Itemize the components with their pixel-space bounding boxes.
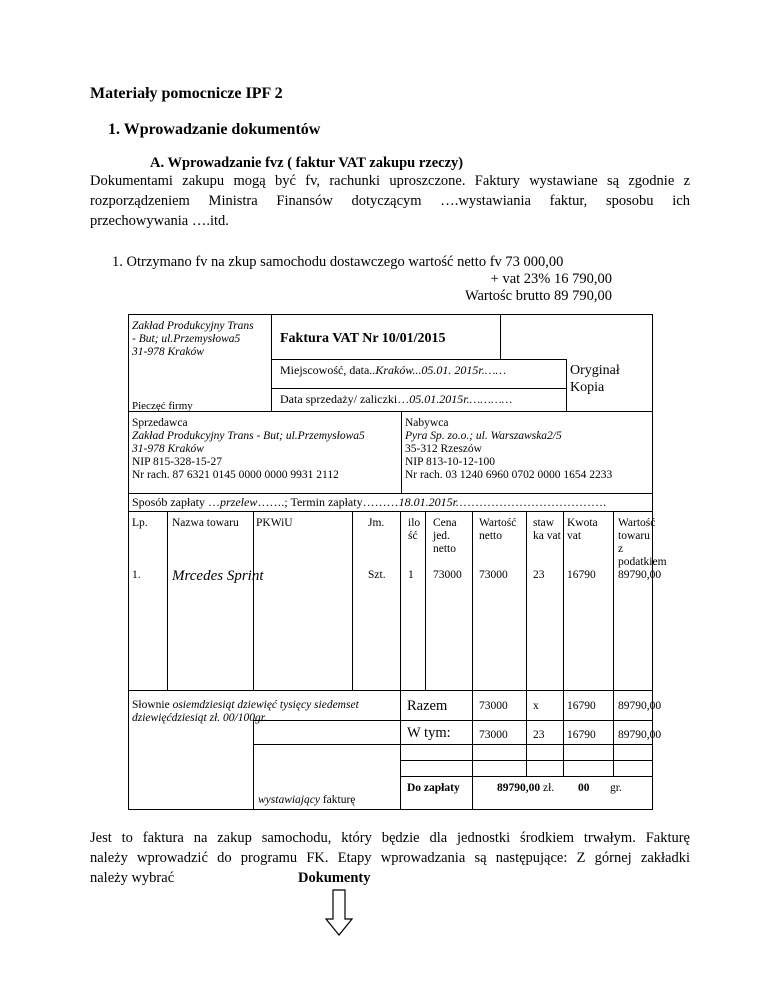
- seller-line: Zakład Produkcyjny Trans - But; ul.Przemysłowa5: [132, 430, 365, 442]
- razem-rate: x: [533, 700, 539, 712]
- original-copy: [570, 362, 620, 396]
- header-unit: Jm.: [368, 517, 385, 529]
- buyer-line: Pyra Sp. zo.o.; ul. Warszawska2/5: [405, 430, 562, 442]
- row-net: 73000: [479, 569, 508, 581]
- vat-line: + vat 23% 16 790,00: [490, 271, 612, 287]
- header-pkwiu: PKWiU: [256, 517, 293, 529]
- sale-date-label: Data sprzedaży/ zaliczki…: [280, 392, 410, 406]
- outro-paragraph: [90, 828, 690, 868]
- due-gr: gr.: [610, 782, 622, 794]
- words-label: Słownie: [132, 699, 170, 711]
- issuer-block: [132, 320, 254, 359]
- place-date-value: Kraków...05.01. 2015r.……: [375, 363, 507, 377]
- header-lp: Lp.: [132, 517, 148, 529]
- seller-account: Nr rach. 87 6321 0145 0000 0000 9931 2112: [132, 469, 339, 481]
- due-amount: 89790,00: [497, 782, 541, 794]
- razem-gross: 89790,00: [618, 700, 662, 712]
- issuer-line: 31-978 Kraków: [132, 346, 204, 358]
- page-title: Materiały pomocnicze IPF 2: [90, 85, 283, 102]
- payment-mid: …….; Termin zapłaty………: [257, 495, 399, 509]
- arrow-down-icon: [325, 889, 353, 937]
- payment-tail: ……………………………….: [458, 495, 606, 509]
- sale-date: [280, 393, 512, 406]
- row-name: Mrcedes Sprint: [172, 568, 264, 584]
- intro-line: rozporządzeniem Ministra Finansów dotyczącym ….wystawiania faktur, sposobu ich: [90, 193, 690, 209]
- intro-line: Dokumentami zakupu mogą być fv, rachunki uproszczone. Faktury wystawiane są zgodnie z: [90, 173, 690, 189]
- row-lp: 1.: [132, 569, 141, 581]
- razem-vat: 16790: [567, 700, 596, 712]
- invoice-title: Faktura VAT Nr 10/01/2015: [280, 331, 446, 346]
- place-date: [280, 364, 506, 377]
- sale-date-value: 05.01.2015r.…………: [409, 392, 513, 406]
- dokumenty-label: Dokumenty: [298, 870, 371, 886]
- wtym-vat: 16790: [567, 729, 596, 741]
- buyer-nip: NIP 813-10-12-100: [405, 456, 495, 468]
- gross-line: Wartośc brutto 89 790,00: [464, 288, 612, 304]
- due-label: Do zapłaty: [407, 782, 460, 794]
- original-label: Oryginał: [570, 363, 620, 378]
- seller-block: [132, 417, 365, 482]
- seller-line: 31-978 Kraków: [132, 443, 204, 455]
- header-gross: Wartość towaru z podatkiem: [618, 517, 667, 568]
- issuer-line: Zakład Produkcyjny Trans: [132, 320, 254, 332]
- intro-paragraph: [90, 171, 690, 231]
- buyer-city: 35-312 Rzeszów: [405, 443, 482, 455]
- payment-value: przelew: [220, 495, 258, 509]
- section-heading-a: A. Wprowadzanie fvz ( faktur VAT zakupu rzeczy): [150, 155, 464, 171]
- place-date-label: Miejscowość, data..: [280, 363, 376, 377]
- task-item-1: 1. Otrzymano fv na zkup samochodu dostawczego wartość netto fv 73 000,00: [112, 254, 564, 270]
- row-rate: 23: [533, 569, 545, 581]
- seller-label: Sprzedawca: [132, 417, 188, 429]
- due-zl: zł.: [543, 782, 555, 794]
- row-price: 73000: [433, 569, 462, 581]
- sign-rest: fakturę: [322, 794, 356, 806]
- copy-label: Kopia: [570, 380, 605, 395]
- payment-line: [132, 496, 606, 509]
- outro-line: Jest to faktura na zakup samochodu, który będzie dla jednostki środkiem trwałym. Fakturę: [90, 830, 690, 846]
- row-qty: 1: [408, 569, 414, 581]
- seller-nip: NIP 815-328-15-27: [132, 456, 222, 468]
- words-value: osiemdziesiąt dziewięć tysięcy siedemset dziewięćdziesiąt zł. 00/100gr.: [132, 699, 359, 724]
- intro-line: przechowywania ….itd.: [90, 213, 229, 229]
- payment-label: Sposób zapłaty …: [132, 495, 220, 509]
- buyer-account: Nr rach. 03 1240 6960 0702 0000 1654 2233: [405, 469, 613, 481]
- buyer-label: Nabywca: [405, 417, 449, 429]
- wtym-gross: 89790,00: [618, 729, 662, 741]
- amount-in-words: [132, 699, 394, 725]
- header-rate: staw ka vat: [533, 517, 561, 542]
- wtym-label: W tym:: [407, 725, 451, 741]
- issuer-signature: [258, 794, 355, 807]
- razem-net: 73000: [479, 700, 508, 712]
- stamp-label: Pieczęć firmy: [132, 400, 193, 412]
- due-gr-value: 00: [578, 782, 590, 794]
- wtym-rate: 23: [533, 729, 545, 741]
- payment-date: 18.01.2015r.: [398, 495, 459, 509]
- header-vat: Kwota vat: [567, 517, 598, 542]
- outro-last: należy wybrać: [90, 870, 175, 886]
- sign-italic: wystawiający: [258, 794, 320, 806]
- header-qty: ilo ść: [408, 517, 421, 542]
- section-heading-1: 1. Wprowadzanie dokumentów: [108, 121, 321, 138]
- buyer-block: [405, 417, 612, 482]
- wtym-net: 73000: [479, 729, 508, 741]
- row-unit: Szt.: [368, 569, 386, 581]
- issuer-line: - But; ul.Przemysłowa5: [132, 333, 241, 345]
- razem-label: Razem: [407, 698, 448, 714]
- row-vat: 16790: [567, 569, 596, 581]
- header-net: Wartość netto: [479, 517, 517, 542]
- header-price: Cena jed. netto: [433, 517, 457, 555]
- header-name: Nazwa towaru: [172, 517, 239, 529]
- outro-line: należy wprowadzić do programu FK. Etapy wprowadzania są następujące: Z górnej zakładki: [90, 850, 690, 866]
- due-amount-line: [497, 782, 554, 795]
- row-gross: 89790,00: [618, 569, 662, 581]
